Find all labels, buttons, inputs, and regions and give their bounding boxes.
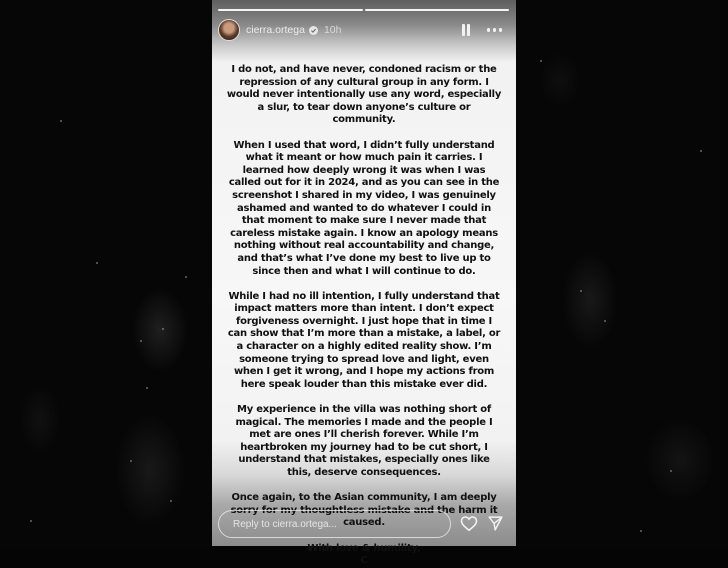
pause-icon[interactable] (459, 24, 473, 36)
story-text (226, 64, 502, 568)
background-speck (30, 520, 32, 522)
background-speck (700, 150, 702, 152)
background-speck (185, 276, 187, 278)
paragraph: Once again, to the Asian community, I am deeply sorry for my thoughtless mistake and the harm it caused. (230, 492, 498, 529)
background-speck (540, 60, 542, 62)
story-header (218, 19, 508, 41)
background-speck (96, 262, 98, 264)
avatar[interactable] (218, 19, 240, 41)
background-speck (140, 340, 142, 342)
signoff: With love & humility, (307, 542, 421, 554)
signature: C (360, 555, 368, 567)
story-viewer[interactable] (212, 0, 516, 567)
background-speck (170, 500, 172, 502)
send-icon[interactable] (487, 515, 504, 532)
background-speck (162, 328, 164, 330)
background-speck (146, 387, 148, 389)
verified-badge-icon (309, 26, 318, 35)
background-speck (130, 460, 132, 462)
story-progress-segment-1 (218, 9, 363, 11)
background-speck (670, 470, 672, 472)
paragraph: My experience in the villa was nothing short of magical. The memories I made and the people I met are ones I’ll cherish forever. While I’m heartbroken my journey had to be cut short, I understand that mistakes, especially ones like this, deserve consequences. (235, 404, 493, 478)
background-speck (60, 120, 62, 122)
story-progress-segment-2 (365, 9, 509, 11)
heart-icon[interactable] (460, 515, 478, 532)
paragraph: When I used that word, I didn’t fully understand what it meant or how much pain it carries. I learned how deeply wrong it was when I was called out for it in 2024, and as you can see in the screenshot I shared in my video, I was genuinely ashamed and wanted to do whatever I could in that moment to make sure I never made that careless mistake again. I know an apology means nothing without real accountability and change, and that’s what I’ve done my best to live up to since then and what I will continue to do. (228, 139, 500, 277)
more-options-icon[interactable] (487, 28, 503, 32)
paragraph: While I had no ill intention, I fully understand that impact matters more than intent. I don’t expect forgiveness overnight. I just hope that in time I can show that I’m more than a mistake, a label, or a character on a highly edited reality show. I’m someone trying to spread love and light, even when I get it wrong, and I hope my actions from here speak louder than this mistake ever did. (227, 290, 501, 390)
background-speck (604, 320, 606, 322)
background-speck (640, 530, 642, 532)
post-time: 10h (323, 24, 342, 36)
reply-placeholder: Reply to cierra.ortega... (233, 518, 337, 530)
username[interactable]: cierra.ortega (246, 24, 305, 36)
paragraph: I do not, and have never, condoned racism or the repression of any cultural group in any form. I would never intentionally use any word, especially a slur, to tear down anyone’s culture or community. (226, 64, 502, 126)
background-speck (580, 290, 582, 292)
reply-input[interactable] (218, 510, 451, 538)
